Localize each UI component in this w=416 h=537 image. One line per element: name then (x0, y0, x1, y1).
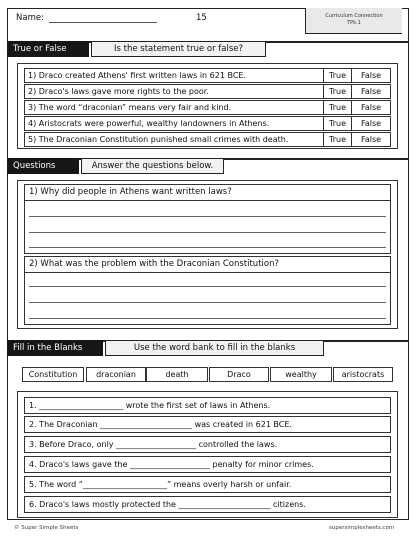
tf-row (24, 84, 391, 99)
true-option[interactable]: True (324, 133, 352, 146)
false-option[interactable]: False (360, 119, 382, 128)
questions-instruction: Answer the questions below. (81, 158, 224, 174)
false-option[interactable]: False (360, 87, 382, 96)
curriculum-connection-box (305, 8, 402, 34)
question-1-divider (25, 200, 390, 201)
answer-line[interactable] (29, 286, 386, 287)
fill-blank-sentence[interactable]: 2. The Draconian _______________________ was created in 621 BCE. (24, 416, 391, 433)
question-1-text: 1) Why did people in Athens want written laws? (29, 187, 232, 197)
word-bank-item: death (146, 367, 208, 382)
copyright-text: © Super Simple Sheets (14, 525, 79, 531)
name-line[interactable] (49, 22, 157, 23)
answer-line[interactable] (29, 302, 386, 303)
false-option[interactable]: False (360, 135, 382, 144)
page-number: 15 (196, 13, 207, 23)
fill-blank-sentence[interactable]: 5. The word “_____________________” means overly harsh or unfair. (24, 476, 391, 493)
tf-row (24, 100, 391, 115)
word-bank-item: Constitution (22, 367, 84, 382)
tf-row (24, 116, 391, 131)
false-option[interactable]: False (360, 103, 382, 112)
tf-statement: 3) The word “draconian” means very fair and kind. (25, 101, 324, 114)
true-option[interactable]: True (324, 101, 352, 114)
question-2-divider (25, 272, 390, 273)
true-option[interactable]: True (324, 85, 352, 98)
fill-blank-sentence[interactable]: 1. _____________________ wrote the first set of laws in Athens. (24, 397, 391, 414)
word-bank-item: aristocrats (333, 367, 393, 382)
fill-blank-sentence[interactable]: 6. Draco's laws mostly protected the _______________________ citizens. (24, 496, 391, 513)
answer-line[interactable] (29, 216, 386, 217)
tf-row (24, 68, 391, 83)
questions-section-label: Questions (7, 158, 79, 174)
tf-statement: 2) Draco's laws gave more rights to the poor. (25, 85, 324, 98)
tf-row (24, 132, 391, 147)
word-bank-item: wealthy (270, 367, 332, 382)
fill-blank-sentence[interactable]: 3. Before Draco, only ____________________ controlled the laws. (24, 436, 391, 453)
answer-line[interactable] (29, 232, 386, 233)
question-2-text: 2) What was the problem with the Draconian Constitution? (29, 259, 279, 269)
question-box-2 (24, 256, 391, 325)
answer-line[interactable] (29, 318, 386, 319)
fill-blank-sentence[interactable]: 4. Draco's laws gave the ____________________ penalty for minor crimes. (24, 456, 391, 473)
tf-instruction: Is the statement true or false? (91, 41, 266, 57)
word-bank-item: Draco (209, 367, 269, 382)
tf-statement: 4) Aristocrats were powerful, wealthy landowners in Athens. (25, 117, 324, 130)
website-text: supersimplesheets.com (329, 525, 395, 531)
curriculum-connection-code: TPk.1 (347, 19, 361, 26)
tf-statement: 1) Draco created Athens' first written laws in 621 BCE. (25, 69, 324, 82)
question-box-1 (24, 184, 391, 254)
fill-section-label: Fill in the Blanks (7, 340, 103, 356)
true-option[interactable]: True (324, 117, 352, 130)
true-option[interactable]: True (324, 69, 352, 82)
tf-statement: 5) The Draconian Constitution punished small crimes with death. (25, 133, 324, 146)
fill-instruction: Use the word bank to fill in the blanks (105, 340, 324, 356)
word-bank-item: draconian (86, 367, 146, 382)
answer-line[interactable] (29, 247, 386, 248)
curriculum-connection-title: Curriculum Connection (325, 13, 383, 19)
name-label: Name: (16, 13, 44, 23)
false-option[interactable]: False (360, 71, 382, 80)
tf-section-label: True or False (7, 41, 89, 57)
